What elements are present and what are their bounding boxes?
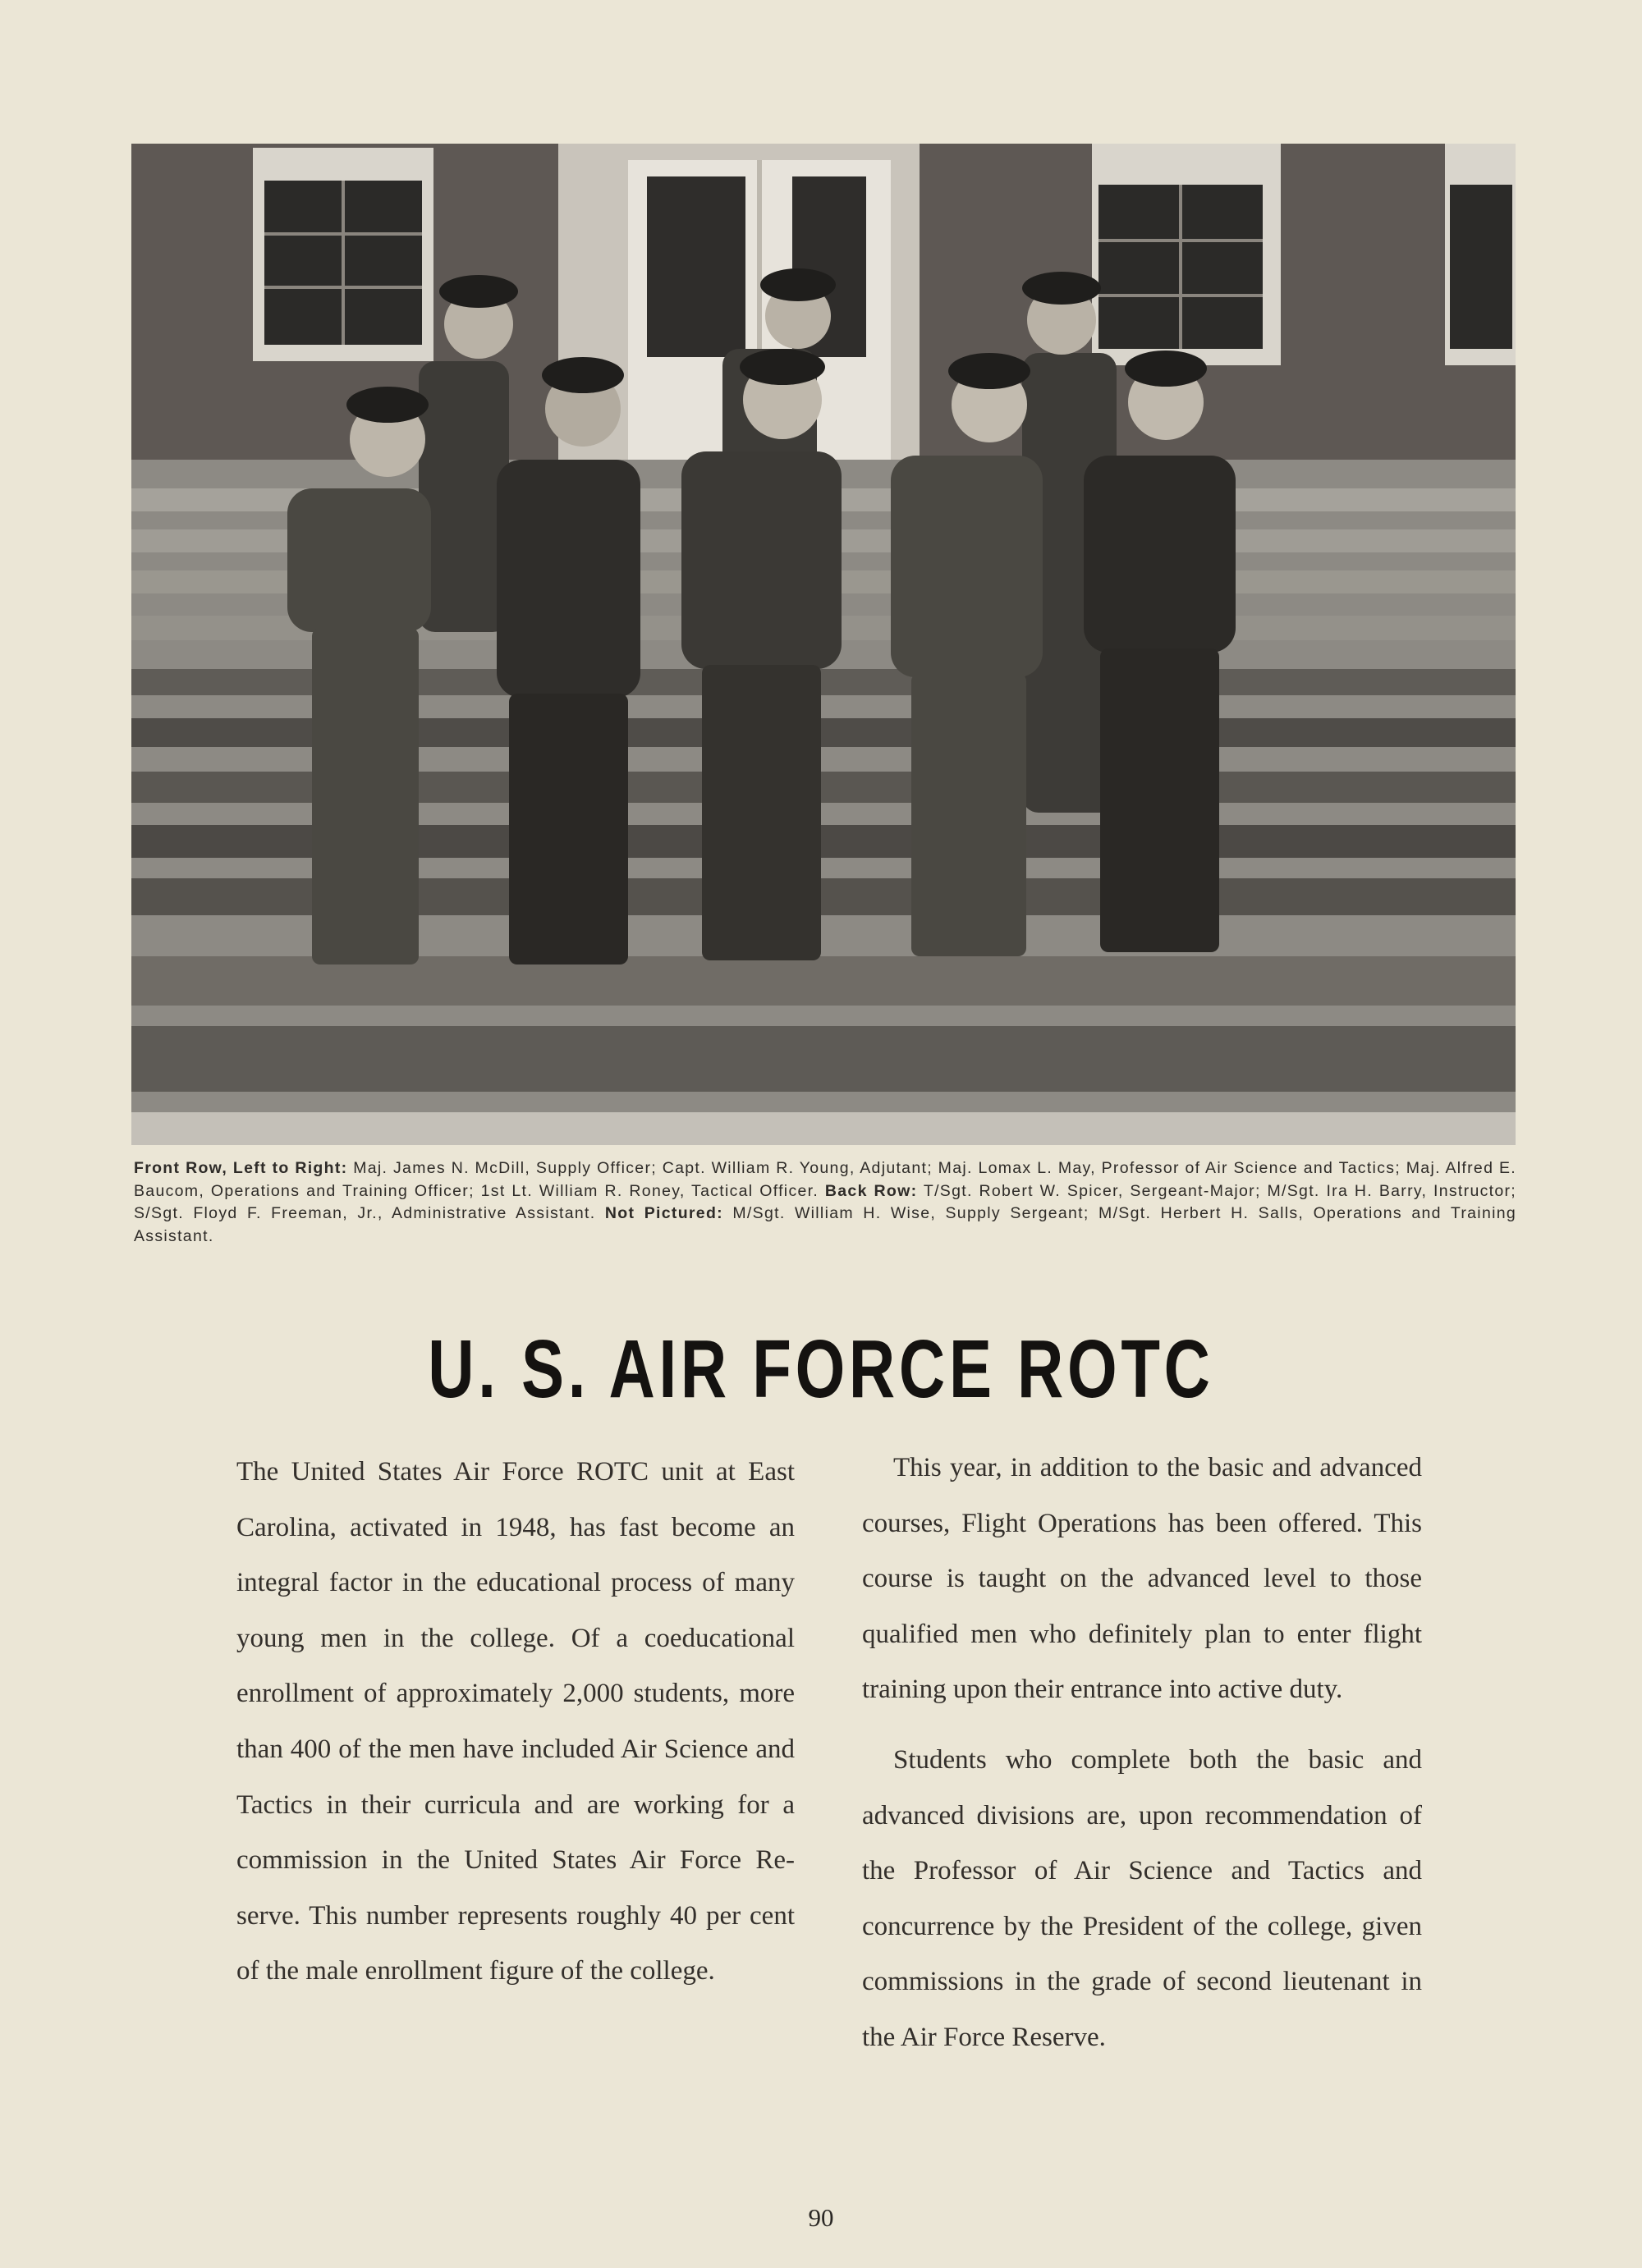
caption-back-text: T/Sgt. Robert W. Spicer, Sergeant-Major; M/Sgt. Ira H. Barry, Instructor; S/Sgt. Floyd F. Freeman, Jr., Administrative Assistant.	[134, 1181, 1517, 1222]
group-photo	[131, 144, 1516, 1145]
caption-not-pictured-text: M/Sgt. William H. Wise, Supply Sergeant; M/Sgt. Herbert H. Salls, Operations and Training Assistant.	[134, 1204, 1517, 1245]
window-left	[253, 148, 433, 361]
page-number: 90	[808, 2203, 834, 2232]
right-paragraph-1: This year, in addition to the basic and advanced courses, Flight Operations has been offered. This course is taught on the advanced level to those qualified men who definitely plan to enter flight training upon their entrance into active duty.	[862, 1453, 1422, 1705]
window-right	[1092, 144, 1281, 365]
photo-caption	[134, 1157, 1516, 1248]
window-far-right	[1445, 144, 1516, 365]
left-column	[236, 1445, 795, 2000]
caption-front-label: Front Row, Left to Right:	[134, 1159, 348, 1177]
page-title: U. S. AIR FORCE ROTC	[428, 1323, 1214, 1415]
caption-front-text: Maj. James N. McDill, Supply Officer; Capt. William R. Young, Adjutant; Maj. Lomax L. May, Professor of Air Science and Tactics; Maj. Alfred E. Baucom, Operations and Training Officer; 1st Lt. William R. Roney, Tactical Officer.	[134, 1159, 1516, 1200]
left-paragraph: The United States Air Force ROTC unit at East Carolina, activated in 1948, has fast become an integral factor in the educational process of many young men in the college. Of a coeducational enrollment of approximately 2,000 students, more than 400 of the men have included Air Science and Tactics in their curricula and are working for a commission in the United States Air Force Reserve. This number represents roughly 40 per cent of the male enrollment figure of the college.	[236, 1457, 795, 1986]
right-paragraph-2: Students who complete both the basic and advanced divisions are, upon recommendation of the Professor of Air Science and Tactics and concurrence by the President of the college, given commissions in the grade of second lieutenant in the Air Force Reserve.	[862, 1744, 1422, 2052]
photo-illustration	[131, 144, 1516, 1145]
caption-not-pictured-label: Not Pictured:	[604, 1204, 723, 1222]
caption-back-label: Back Row:	[824, 1181, 918, 1200]
right-column	[862, 1441, 1422, 2066]
